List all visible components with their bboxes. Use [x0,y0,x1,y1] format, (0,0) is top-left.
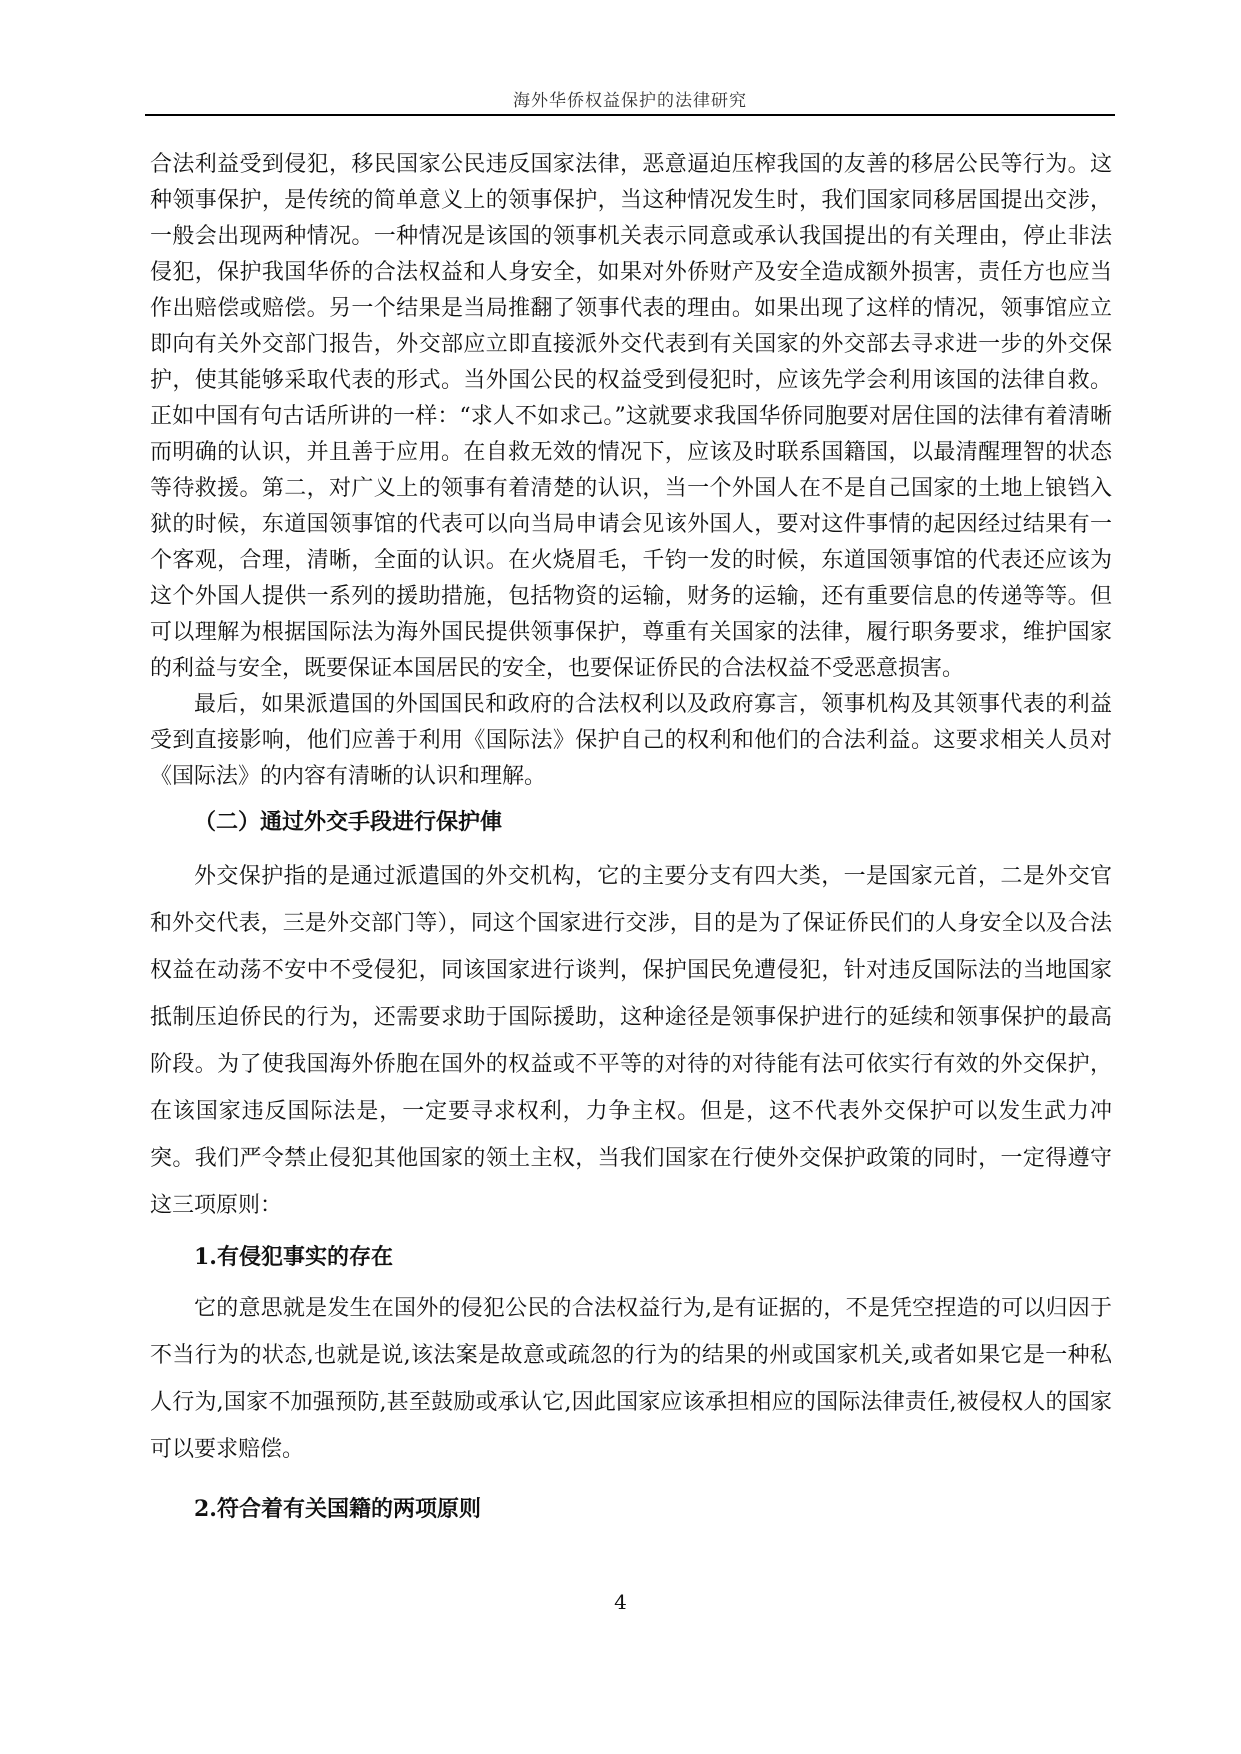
paragraph-infringement-fact: 它的意思就是发生在国外的侵犯公民的合法权益行为,是有证据的，不是凭空捏造的可以归因于不当行为的状态,也就是说,该法案是故意或疏忽的行为的结果的州或国家机关,或者如果它是一种私人行为,国家不加强预防,甚至鼓励或承认它,因此国家应该承担相应的国际法律责任,被侵权人的国家可以要求赔偿。 [150,1296,1112,1462]
paragraph-diplomatic-protection: 外交保护指的是通过派遣国的外交机构，它的主要分支有四大类，一是国家元首，二是外交官和外交代表，三是外交部门等），同这个国家进行交涉，目的是为了保证侨民们的人身安全以及合法权益在动荡不安中不受侵犯，同该国家进行谈判，保护国民免遭侵犯，针对违反国际法的当地国家抵制压迫侨民的行为，还需要求助于国际援助，这种途径是领事保护进行的延续和领事保护的最高阶段。为了使我国海外侨胞在国外的权益或不平等的对待的对待能有法可依实行有效的外交保护，在该国家违反国际法是，一定要寻求权利，力争主权。但是，这不代表外交保护可以发生武力冲突。我们严令禁止侵犯其他国家的领土主权，当我们国家在行使外交保护政策的同时，一定得遵守这三项原则： [150,864,1112,1218]
section-heading-diplomatic-protection: （二）通过外交手段进行保护俥 [194,809,503,835]
paragraph-consular-protection: 合法利益受到侵犯，移民国家公民违反国家法律，恶意逼迫压榨我国的友善的移居公民等行为。这种领事保护，是传统的简单意义上的领事保护，当这种情况发生时，我们国家同移居国提出交涉，一般会出现两种情况。一种情况是该国的领事机关表示同意或承认我国提出的有关理由，停止非法侵犯，保护我国华侨的合法权益和人身安全，如果对外侨财产及安全造成额外损害，责任方也应当作出赔偿或赔偿。另一个结果是当局推翻了领事代表的理由。如果出现了这样的情况，领事馆应立即向有关外交部门报告，外交部应立即直接派外交代表到有关国家的外交部去寻求进一步的外交保护，使其能够采取代表的形式。当外国公民的权益受到侵犯时，应该先学会利用该国的法律自救。正如中国有句古话所讲的一样：“求人不如求己。”这就要求我国华侨同胞要对居住国的法律有着清晰而明确的认识，并且善于应用。在自救无效的情况下，应该及时联系国籍国，以最清醒理智的状态等待救援。第二，对广义上的领事有着清楚的认识，当一个外国人在不是自己国家的土地上锒铛入狱的时候，东道国领事馆的代表可以向当局申请会见该外国人，要对这件事情的起因经过结果有一个客观，合理，清晰，全面的认识。在火烧眉毛，千钧一发的时候，东道国领事馆的代表还应该为这个外国人提供一系列的援助措施，包括物资的运输，财务的运输，还有重要信息的传递等等。但可以理解为根据国际法为海外国民提供领事保护，尊重有关国家的法律，履行职务要求，维护国家的利益与安全，既要保证本国居民的安全，也要保证侨民的合法权益不受恶意损害。 [150,152,1112,681]
header-rule [145,114,1115,116]
page-number: 4 [614,1590,627,1614]
subheading-infringement-fact: 1.有侵犯事实的存在 [194,1244,393,1270]
subheading-nationality-principles: 2.符合着有关国籍的两项原则 [194,1496,481,1522]
running-header: 海外华侨权益保护的法律研究 [513,91,747,111]
paragraph-conclusion: 最后，如果派遣国的外国国民和政府的合法权利以及政府寡言，领事机构及其领事代表的利益受到直接影响，他们应善于利用《国际法》保护自己的权利和他们的合法利益。这要求相关人员对《国际法》的内容有清晰的认识和理解。 [150,692,1112,789]
body-text [150,147,1112,1533]
